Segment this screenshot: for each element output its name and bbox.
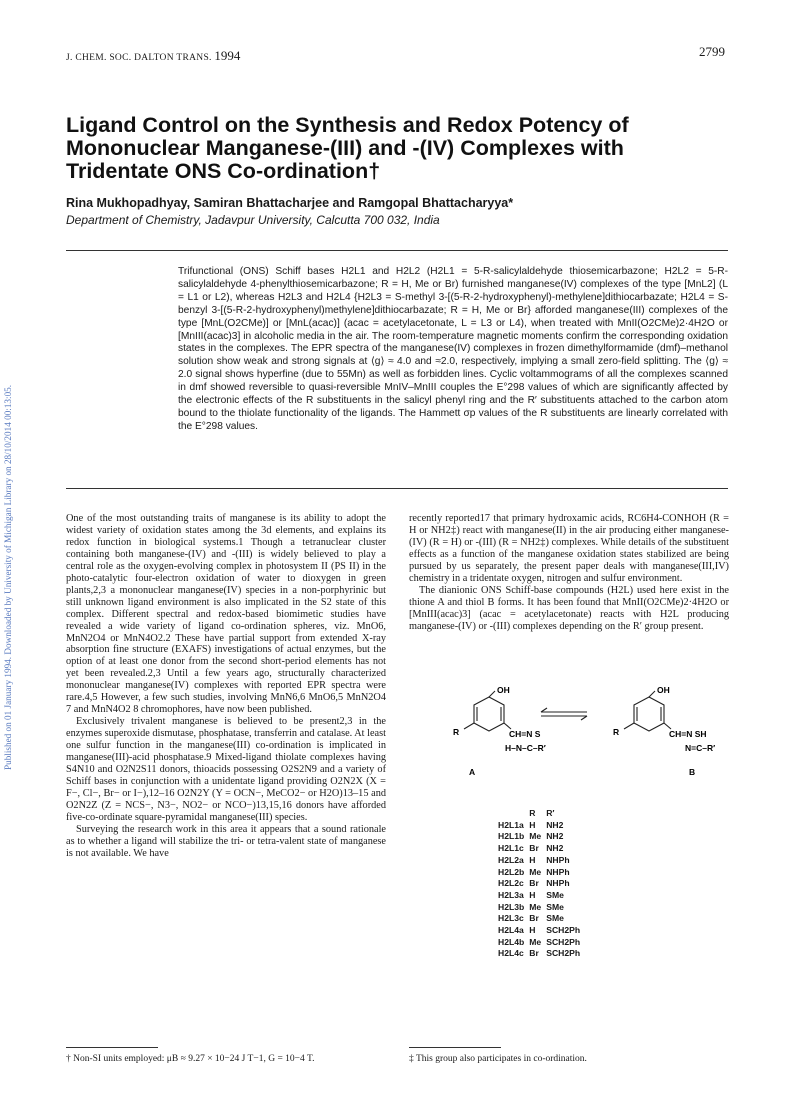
ligand-name: H2L3b [498,901,525,912]
rprime-value: SMe [546,889,564,900]
a-line1: CH=N S [509,729,541,739]
paragraph-1: One of the most outstanding traits of manganese is its ability to adopt the widest variety of oxidation states among the 3d elements, and explains its redox function in biological systems.1 Though a tetranuclear cluster containing both manganese-(IV) and -(III) is widely believed to play a central role as the oxygen-evolving complex in photosystem II (PS II) in the photo-catalytic four-electron oxidation of water to dioxygen in green plants,2,3 a mononuclear manganese(IV) species in a non-porphyrinic but still unknown ligand environment is also implicated in the S2 state of this complex. Different spectral and redox-based biomimetic studies have revealed a wide variety of ligand co-ordination spheres, viz. MnO6, MnN2O4 or MnN4O2.2 These have partial support from extended X-ray absorption fine structure (EXAFS) investigations of actual enzymes, but the option of at least one donor from the second short-period elements has not yet been revealed.2,3 Until a few years ago, structurally characterized mononuclear manganese(IV) complexes with reported EPR spectra were rare.4,5 However, a few such studies, involving MnN6,6 MnO6,5 MnN2O4 7 and MnN4O2 8 chromophores, have now been published. [66,513,386,716]
ligand-name: H2L3a [498,889,524,900]
equilibrium-arrows [541,708,587,720]
ligand-name: H2L2c [498,878,524,889]
rprime-value: SCH2Ph [546,936,581,947]
ligand-name: H2L1c [498,843,524,854]
r-value: H [529,854,536,865]
r-value: H [529,819,536,830]
paragraph-3: Surveying the research work in this area it appears that a sound rationale as to whether a ligand will stabilize the tri- or tetra-valent state of manganese is not available. We have [66,823,386,859]
footnote-group: ‡ This group also participates in co-ordination. [409,1054,587,1064]
rprime-value: NH2 [546,819,564,830]
abstract [178,266,728,434]
table-row [498,937,585,949]
page-number: 2799 [699,44,725,59]
rprime-value: NH2 [546,831,564,842]
table-row [498,913,585,925]
structure-a-ring [464,691,511,731]
structure-b-ring [624,691,671,731]
b-r: R [613,727,620,737]
table-row [498,867,585,879]
right-column [409,513,729,633]
download-watermark: Published on 01 January 1994. Downloaded by University of Michigan Library on 28/10/2014 00:13:05. [3,384,13,770]
table-row [498,948,585,960]
a-oh: OH [497,685,510,695]
header-cell: R′ [546,808,555,818]
a-r: R [453,727,460,737]
rprime-value: NHPh [546,866,570,877]
r-value: H [529,889,536,900]
r-value: Me [529,866,542,877]
table-row [498,855,585,867]
abstract-text: Trifunctional (ONS) Schiff bases H2L1 and H2L2 (H2L1 = 5-R-salicylaldehyde thiosemicarbazone; H2L2 = 5-R-salicylaldehyde 4-phenylthiosemicarbazone; R = H, Me or Br) furnished manganese(IV) complexes of the type [MnL2] (L = L1 or L2), whereas H2L3 and H2L4 {H2L3 = S-methyl 3-[(5-R-2-hydroxyphenyl)-methylene]dithiocarbazate; H2L4 = S-benzyl 3-[(5-R-2-hydroxyphenyl)methylene]dithiocarbazate; R = H, Me or Br} afforded manganese(III) complexes of the type [MnL(O2CMe)] or [MnL(acac)] (acac = acetylacetonate, L = L3 or L4), when treated with MnII(O2CMe)2·4H2O or [MnIII(acac)3] in alcoholic media in the air. The room-temperature magnetic moments confirm the corresponding oxidation states in the complexes. The EPR spectra of the manganese(IV) complexes in frozen dimethylformamide (dmf)–methanol solution show weak and strong signals at ⟨g⟩ ≈ 4.0 and ≈2.0, respectively, implying a small zero-field splitting. The ⟨g⟩ ≈ 2.0 signal shows hyperfine (due to 55Mn) as well as forbidden lines. Cyclic voltammograms of all the complexes scanned in dmf showed reversible to quasi-reversible MnIV–MnIII couples the E°298 values of which are significantly affected by the electronic effects of the R substituents in the salicyl phenyl ring and the R′ substituents attached to the carbon atom bound to the thiolate functionality of the ligands. The Hammett σp values of the R substituents are linearly correlated with the E°298 values. [178,266,728,432]
b-line2: N=C–R′ [685,743,716,753]
rprime-value: SCH2Ph [546,925,581,936]
b-line1: CH=N SH [669,729,707,739]
paragraph-2: Exclusively trivalent manganese is believed to be present2,3 in the enzymes superoxide dismutase, phosphatase, transferrin and catalase. At least one sulfur function in the manganese(III) co-ordination is implicated in manganese(III)-acid phosphatase.9 Mixed-ligand thiolate complexes having S4N10 and O2N2S11 donors, thioacids possessing O2S2N9 and a variety of Schiff bases in conjunction with a unidentate ligand providing O2N2X (X = F−, Cl−, Br− or I−),12–16 O2N2Y (Y = OCN−, MeCO2− or H2O)13–15 and O2N2Z (Z = NCS−, N3−, NO2− or NCO−)13,15,16 donors have afforded five-co-ordinate square-pyramidal manganese(III) species. [66,716,386,823]
table-row [498,878,585,890]
affiliation: Department of Chemistry, Jadavpur University, Calcutta 700 032, India [66,213,440,227]
top-rule [66,250,728,251]
ligand-name: H2L4b [498,936,525,947]
table-row [498,925,585,937]
table-row [498,843,585,855]
b-oh: OH [657,685,670,695]
ligand-name: H2L2a [498,854,524,865]
paragraph-4: recently reported17 that primary hydroxamic acids, RC6H4-CONHOH (R = H or NH2‡) react with manganese(II) in the air producing either manganese-(IV) (R = H) or -(III) (R = NH2‡) complexes. While details of the substituent effects as a function of the manganese oxidation states stabilized are being pursued by us separately, the present paper deals with manganese(III,IV) chemistry in a tridentate oxygen, nitrogen and sulfur environment. [409,513,729,584]
footnote-rule-right [409,1047,501,1048]
author-list: Rina Mukhopadhyay, Samiran Bhattacharjee and Ramgopal Bhattacharyya* [66,196,514,210]
table-row [498,831,585,843]
journal-year: 1994 [214,48,241,63]
paragraph-5: The dianionic ONS Schiff-base compounds (H2L) used here exist in the thione A and thiol B forms. It has been found that MnII(O2CMe)2·4H2O or [MnIII(acac)3] (acac = acetylacetonate) reacts with H2L producing manganese-(IV) or -(III) complexes depending on the R′ group present. [409,584,729,632]
footnote-si-units: † Non-SI units employed: μB ≈ 9.27 × 10−24 J T−1, G = 10−4 T. [66,1054,315,1064]
thione-thiol-tautomer-scheme [409,685,729,780]
rprime-value: NHPh [546,878,570,889]
label-a: A [469,767,476,777]
r-value: Br [529,878,539,889]
ligand-table [498,808,585,960]
ligand-name: H2L2b [498,866,525,877]
r-value: H [529,925,536,936]
ligand-name: H2L3c [498,913,524,924]
ligand-name: H2L1b [498,831,525,842]
r-value: Br [529,913,539,924]
r-value: Br [529,948,539,959]
label-b: B [689,767,696,777]
r-value: Me [529,936,542,947]
rprime-value: NHPh [546,854,570,865]
a-line2: H–N–C–R′ [505,743,546,753]
header-cell [498,808,529,820]
ligand-name: H2L4a [498,925,524,936]
rprime-value: SMe [546,913,564,924]
rprime-value: SMe [546,901,564,912]
r-value: Br [529,843,539,854]
left-column [66,513,386,860]
table-row [498,820,585,832]
running-header [66,48,240,64]
r-value: Me [529,831,542,842]
journal-name: J. CHEM. SOC. DALTON TRANS. [66,53,212,63]
r-value: Me [529,901,542,912]
ligand-table-header [498,808,585,820]
rprime-value: SCH2Ph [546,948,581,959]
footnote-rule-left [66,1047,158,1048]
header-cell: R [529,808,536,818]
table-row [498,902,585,914]
table-row [498,890,585,902]
abstract-rule [66,488,728,489]
article-title: Ligand Control on the Synthesis and Redox Potency of Mononuclear Manganese-(III) and -(IV) Complexes with Tridentate ONS Co-ordination† [66,113,629,183]
ligand-name: H2L4c [498,948,524,959]
rprime-value: NH2 [546,843,564,854]
ligand-name: H2L1a [498,819,524,830]
